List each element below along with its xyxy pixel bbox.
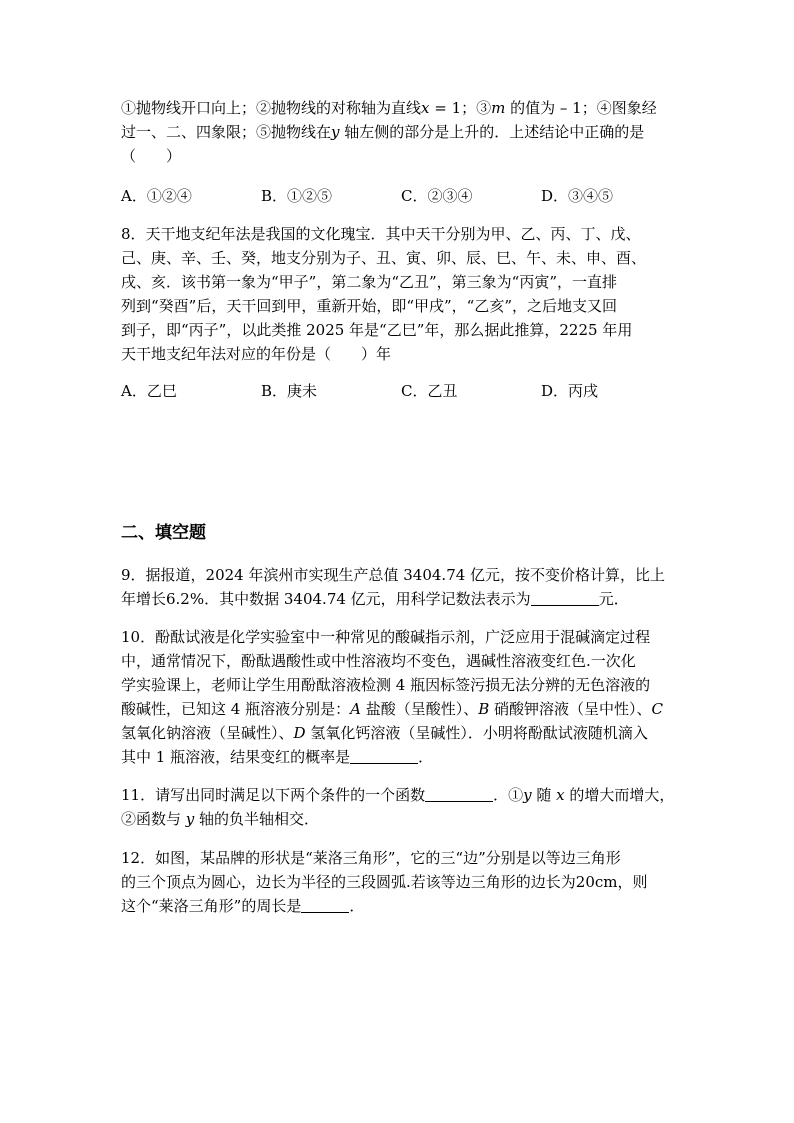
q8-line-1: 8．天干地支纪年法是我国的文化瑰宝．其中天干分别为甲、乙、丙、丁、戊、 bbox=[121, 225, 641, 243]
q11-var-x: x bbox=[556, 786, 565, 804]
q7-var-m: m bbox=[491, 99, 506, 117]
q8-option-d: D．丙戌 bbox=[541, 382, 599, 400]
q10-label-c: C bbox=[651, 700, 664, 718]
q7-text: 轴左侧的部分是上升的．上述结论中正确的是 bbox=[339, 123, 645, 141]
q7-option-c: C．②③④ bbox=[401, 187, 473, 205]
q10-label-d: D bbox=[293, 724, 306, 742]
q8-line-2: 己、庚、辛、壬、癸，地支分别为子、丑、寅、卯、辰、巳、午、未、申、酉、 bbox=[121, 249, 647, 267]
q10-label-b: B bbox=[478, 700, 490, 718]
q10-line-5: 氢氧化钠溶液（呈碱性）、D 氢氧化钙溶液（呈碱性）．小明将酚酞试液随机滴入 bbox=[121, 724, 648, 742]
q12-line-2: 的三个顶点为圆心，边长为半径的三段圆弧.若该等边三角形的边长为20cm，则 bbox=[121, 873, 648, 891]
q10-line-1: 10．酚酞试液是化学实验室中一种常见的酸碱指示剂，广泛应用于混碱滴定过程 bbox=[121, 628, 651, 646]
section-heading-fill-in: 二、填空题 bbox=[121, 523, 206, 543]
q7-var-x: x bbox=[421, 99, 430, 117]
q11-line-2: ②函数与 y 轴的负半轴相交． bbox=[121, 810, 320, 828]
q7-option-b: B．①②⑤ bbox=[261, 187, 333, 205]
q9-answer-blank[interactable] bbox=[531, 591, 599, 606]
q7-line-2 bbox=[121, 122, 644, 142]
q7-var-y: y bbox=[331, 123, 340, 141]
q8-option-b: B．庚未 bbox=[261, 382, 318, 400]
q7-answer-bracket: （ ） bbox=[121, 147, 182, 165]
q11-var-y: y bbox=[185, 810, 195, 828]
q9-line-1: 9．据报道，2024 年滨州市实现生产总值 3404.74 亿元，按不变价格计算，比上 bbox=[121, 566, 666, 584]
q10-line-4: 酸碱性，已知这 4 瓶溶液分别是：A 盐酸（呈酸性）、B 硝酸钾溶液（呈中性）、C bbox=[121, 700, 664, 718]
q8-line-4: 列到“癸酉”后，天干回到甲，重新开始，即“甲戌”，“乙亥”，之后地支又回 bbox=[121, 297, 618, 315]
q7-text: = 1；③ bbox=[429, 99, 492, 117]
q11-line-1: 11．请写出同时满足以下两个条件的一个函数 ．①y 随 x 的增大而增大， bbox=[121, 786, 675, 804]
q8-line-6: 天干地支纪年法对应的年份是（ ）年 bbox=[121, 345, 392, 363]
q10-line-2: 中，通常情况下，酚酞遇酸性或中性溶液均不变色，遇碱性溶液变红色.一次化 bbox=[121, 652, 636, 670]
q8-line-3: 戌、亥．该书第一象为“甲子”，第二象为“乙丑”，第三象为“丙寅”，一直排 bbox=[121, 273, 618, 291]
q9-line-2: 年增长6.2%．其中数据 3404.74 亿元，用科学记数法表示为 元． bbox=[121, 590, 629, 608]
q10-line-3: 学实验课上，老师让学生用酚酞溶液检测 4 瓶因标签污损无法分辨的无色溶液的 bbox=[121, 676, 651, 694]
q12-line-1: 12．如图，某品牌的形状是“莱洛三角形”，它的三“边”分别是以等边三角形 bbox=[121, 849, 621, 867]
q7-text: 的值为 – 1；④图象经 bbox=[505, 99, 657, 117]
q8-line-5: 到子，即“丙子”，以此类推 2025 年是“乙巳”年，那么据此推算，2225 年用 bbox=[121, 321, 633, 339]
q7-option-d: D．③④⑤ bbox=[541, 187, 614, 205]
q10-answer-blank[interactable] bbox=[350, 749, 418, 764]
q8-option-c: C．乙丑 bbox=[401, 382, 458, 400]
q10-line-6: 其中 1 瓶溶液，结果变红的概率是 ． bbox=[121, 748, 434, 766]
q11-answer-blank[interactable] bbox=[425, 787, 493, 802]
q8-option-a: A．乙巳 bbox=[121, 382, 177, 400]
q10-label-a: A bbox=[350, 700, 361, 718]
q7-line-1 bbox=[121, 98, 657, 118]
q7-text: ①抛物线开口向上；②抛物线的对称轴为直线 bbox=[121, 99, 422, 117]
q12-answer-blank[interactable] bbox=[301, 898, 349, 913]
q7-option-a: A．①②④ bbox=[121, 187, 192, 205]
q7-text: 过一、二、四象限；⑤抛物线在 bbox=[121, 123, 332, 141]
q11-var-y: y bbox=[523, 786, 532, 804]
q12-line-3: 这个“莱洛三角形”的周长是 ． bbox=[121, 897, 365, 915]
